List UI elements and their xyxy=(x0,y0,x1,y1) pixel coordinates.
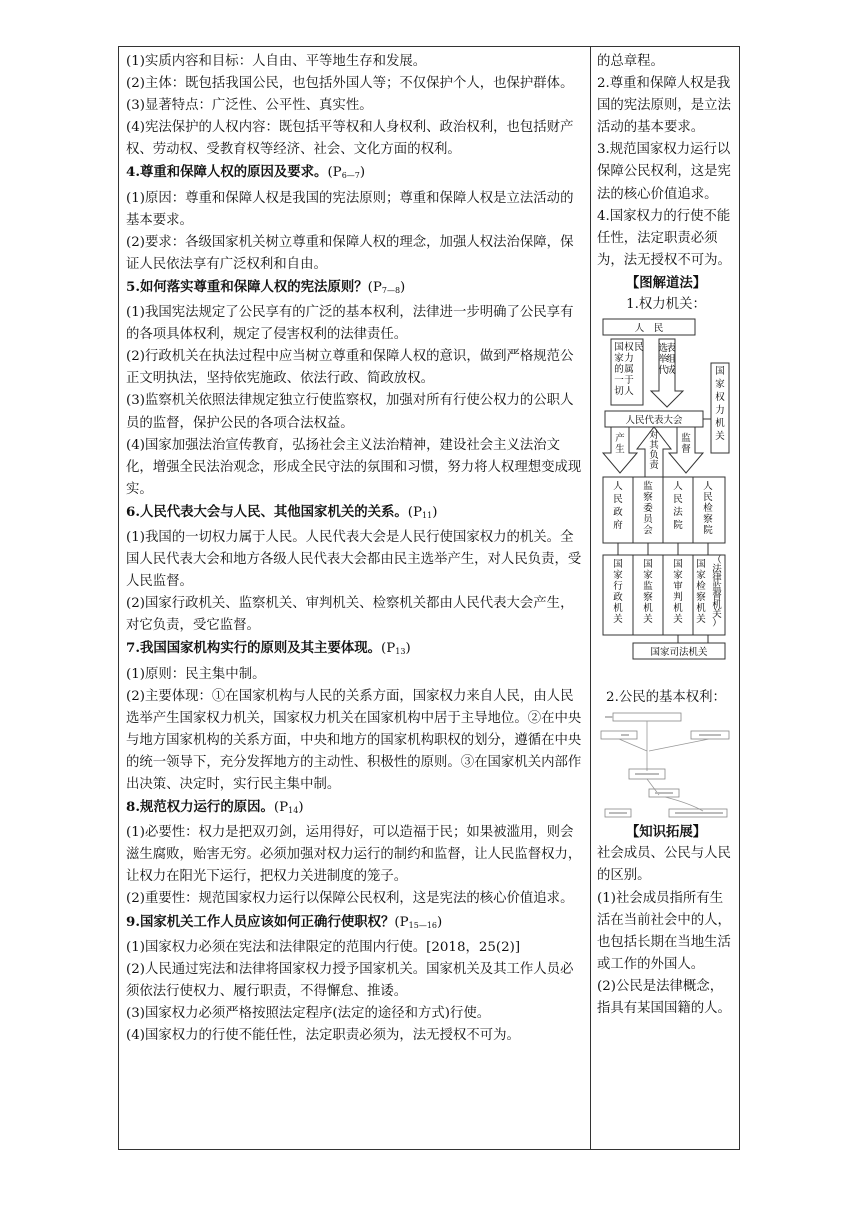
diagram-organ-char: 察 xyxy=(703,514,713,526)
diagram-organ-type-char: 国 xyxy=(673,559,683,571)
diagram-char: 切 xyxy=(614,386,624,398)
diagram-organ-char: 民 xyxy=(703,492,713,504)
diagram-organ-type-char: 关 xyxy=(673,614,683,626)
diagram-organ-type-char: 审 xyxy=(673,581,683,593)
answer-item: (2)主要体现：①在国家机构与人民的关系方面，国家权力来自人民，由人民选举产生国家权力机关，国家权力机关在国家机构中居于主导地位。②在中央与地方国家机构的关系方面，中央和地方的国家机构职权的划分，遵循在中央的统一领导下，充分发挥地方的主动性、积极性的原则。③在国家机关内部作出决策、决定时，实行民主集中制。 xyxy=(126,688,582,792)
answer-item: (2)行政机关在执法过程中应当树立尊重和保障人权的意识，做到严格规范公正文明执法，坚持依宪施政、依法行政、简政放权。 xyxy=(126,349,574,387)
diagram-organ-char: 监 xyxy=(643,481,653,493)
diagram-char: 督 xyxy=(681,444,691,456)
extension-item: (1)社会成员指所有生活在当前社会中的人，也包括长期在当地生活或工作的外国人。 xyxy=(597,890,731,972)
text-line: (1)实质内容和目标：人自由、平等地生存和发展。 xyxy=(126,54,427,69)
answer-item: (1)我国宪法规定了公民享有的广泛的基本权利，法律进一步明确了公民享有的各项具体权利，规定了侵害权利的法律责任。 xyxy=(126,305,574,343)
question-heading: 5.如何落实尊重和保障人权的宪法原则？$(P_{7—8})$ xyxy=(126,278,406,295)
diagram-responsible-label xyxy=(649,429,659,471)
diagram-char: 选 xyxy=(658,343,668,355)
diagram-organ-type-char: 机 xyxy=(696,603,706,615)
answer-item: (2)人民通过宪法和法律将国家权力授予国家机关。国家机关及其工作人员必须依法行使权力、履行职责，不得懈怠、推诿。 xyxy=(126,961,574,999)
diagram-organ-char: 院 xyxy=(673,520,683,532)
summary-item: 的总章程。 xyxy=(597,54,664,69)
answer-item: (2)重要性：规范国家权力运行以保障公民权利，这是宪法的核心价值追求。 xyxy=(126,891,574,907)
diagram-char: 责 xyxy=(649,460,659,472)
diagram-organ-char: 院 xyxy=(703,525,713,537)
diagram-char: 国 xyxy=(614,342,624,354)
question-heading: 8.规范权力运行的原因。$(P_{14})$ xyxy=(126,799,304,816)
diagram-char: 负 xyxy=(649,450,659,462)
diagram-legal-supervision-char: （ xyxy=(712,555,722,567)
diagram-organ-type-char: 国 xyxy=(613,559,623,571)
diagram-char: 对 xyxy=(649,430,659,442)
diagram-char: 组 xyxy=(666,354,676,366)
diagram-legal-supervision-char: 法 xyxy=(712,564,722,576)
diagram-char: 家 xyxy=(715,379,725,391)
diagram-organ-char: 法 xyxy=(673,507,683,519)
diagram-organ-char: 府 xyxy=(613,520,623,532)
diagram-char: 表 xyxy=(666,343,676,355)
diagram-organ-char: 会 xyxy=(643,525,653,537)
diagram-legal-supervision-char: 督 xyxy=(712,591,722,603)
knowledge-section-title: 【知识拓展】 xyxy=(625,824,707,841)
diagram-organ-char: 人 xyxy=(703,481,713,493)
diagram-char: 家 xyxy=(614,353,624,365)
diagram-legal-supervision-char: 监 xyxy=(712,582,722,594)
diagram-legal-supervision-char: 律 xyxy=(712,573,722,585)
answer-item: (2)国家行政机关、监察机关、审判机关、检察机关都由人民代表大会产生，对它负责，受它监督。 xyxy=(126,596,574,634)
diagram-organ-char: 察 xyxy=(643,492,653,504)
diagram-organ-type-char: 机 xyxy=(673,603,683,615)
diagram-char: 力 xyxy=(715,405,725,417)
diagram-organ-type-char: 国 xyxy=(643,559,653,571)
summary-item: 3.规范国家权力运行以保障公民权利，这是宪法的核心价值追求。 xyxy=(597,142,731,202)
text-line: (2)主体：既包括我国公民，也包括外国人等；不仅保护个人，也保护群体。 xyxy=(126,76,574,92)
diagram-organ-type-char: 机 xyxy=(643,603,653,615)
diagram-char: 关 xyxy=(715,431,725,443)
diagram-power-belongs-label xyxy=(614,341,644,397)
right-column xyxy=(597,51,735,1020)
diagram-npc-label: 人民代表大会 xyxy=(625,415,683,427)
answer-item: (3)国家权力必须严格按照法定程序(法定的途径和方式)行使。 xyxy=(126,1005,491,1021)
extension-item: (2)公民是法律概念，指具有某国国籍的人。 xyxy=(597,978,731,1016)
diagram-supervise-label xyxy=(681,432,691,455)
diagram-produce-label xyxy=(615,432,625,455)
diagram-char: 的 xyxy=(614,364,624,376)
diagram-legal-supervision-char: 机 xyxy=(712,600,722,612)
diagram-char: 民 xyxy=(634,342,644,354)
diagram-organ-type-char: 家 xyxy=(613,570,623,582)
question-heading: 9.国家机关工作人员应该如何正确行使职权？$(P_{15—16})$ xyxy=(126,913,443,930)
diagram-caption: 2.公民的基本权利： xyxy=(606,690,726,706)
diagram-organ-type-char: 政 xyxy=(613,592,623,604)
diagram-char: 人 xyxy=(624,386,634,398)
diagram-organ-type-char: 家 xyxy=(673,570,683,582)
answer-item: (1)国家权力必须在宪法和法律限定的范围内行使。[2018，25(2)] xyxy=(126,939,521,955)
answer-item: (4)国家权力的行使不能任性，法定职责必须为，法无授权不可为。 xyxy=(126,1028,520,1044)
diagram-section-title: 【图解道法】 xyxy=(625,274,707,291)
diagram-char: 力 xyxy=(624,353,634,365)
diagram-char: 国 xyxy=(715,366,725,378)
diagram-organ-char: 民 xyxy=(613,494,623,506)
diagram-organ-type-char: 家 xyxy=(643,570,653,582)
left-column xyxy=(126,51,584,1047)
column-divider xyxy=(590,47,591,1149)
diagram-char: 权 xyxy=(715,392,725,404)
question-heading: 4.尊重和保障人权的原因及要求。$(P_{6—7})$ xyxy=(126,164,366,181)
answer-item: (2)要求：各级国家机关树立尊重和保障人权的理念，加强人权法治保障，保证人民依法享有广泛权利和自由。 xyxy=(126,234,574,272)
diagram-organ-char: 员 xyxy=(643,514,653,526)
question-heading: 7.我国国家机构实行的原则及其主要体现。$(P_{13})$ xyxy=(126,640,411,657)
diagram-organ-type-char: 家 xyxy=(696,570,706,582)
diagram-organ-type-char: 判 xyxy=(673,592,683,604)
answer-item: (4)国家加强法治宣传教育，弘扬社会主义法治精神，建设社会主义法治文化，增强全民法治观念，形成全民守法的氛围和习惯，努力将人权理想变成现实。 xyxy=(126,437,582,497)
diagram-organ-char: 人 xyxy=(613,481,623,493)
diagram-organ-types xyxy=(613,555,722,629)
question-heading: 6.人民代表大会与人民、其他国家机关的关系。$(P_{11})$ xyxy=(126,503,438,520)
diagram-char: 属 xyxy=(624,364,634,376)
diagram-organ-type-char: 察 xyxy=(643,592,653,604)
diagram-organ-char: 政 xyxy=(613,507,623,519)
answer-item: (1)原因：尊重和保障人权是我国的宪法原则；尊重和保障人权是立法活动的基本要求。 xyxy=(126,190,574,228)
answer-item: (1)我国的一切权力属于人民。人民代表大会是人民行使国家权力的机关。全国人民代表大会和地方各级人民代表大会都由民主选举产生，对人民负责，受人民监督。 xyxy=(126,529,582,590)
diagram-elect-label xyxy=(658,342,676,376)
diagram-char: 成 xyxy=(666,365,676,377)
diagram-caption: 1.权力机关： xyxy=(626,297,706,313)
diagram-organ-char: 检 xyxy=(703,503,713,515)
diagram-organ-type-char: 行 xyxy=(613,581,623,593)
diagram-char: 机 xyxy=(715,418,725,430)
diagram-organ-char: 人 xyxy=(673,481,683,493)
answer-item: (1)必要性：权力是把双刃剑，运用得好，可以造福于民；如果被滥用，则会滋生腐败，贻害无穷。必须加强对权力运行的制约和监督，让人民监督权力，让权力在阳光下运行，把权力关进制度的笼子。 xyxy=(126,825,582,885)
diagram-state-power-organ-label xyxy=(715,366,725,442)
diagram-char: 一 xyxy=(614,375,624,387)
answer-item: (3)监察机关依照法律规定独立行使监察权，加强对所有行使公权力的公职人员的监督，保护公民的各项合法权益。 xyxy=(126,393,574,431)
summary-item: 2.尊重和保障人权是我国的宪法原则，是立法活动的基本要求。 xyxy=(597,76,731,136)
diagram-legal-supervision-char: ） xyxy=(712,618,722,630)
diagram-organ-type-char: 察 xyxy=(696,592,706,604)
diagram-char: 监 xyxy=(681,433,691,445)
diagram-char: 权 xyxy=(624,342,634,354)
diagram-char: 于 xyxy=(624,375,634,387)
diagram-char: 产 xyxy=(615,433,625,445)
diagram-char: 其 xyxy=(649,440,659,452)
diagram-organ-type-char: 监 xyxy=(643,581,653,593)
diagram-judicial-label: 国家司法机关 xyxy=(650,647,708,659)
text-line: (3)显著特点：广泛性、公平性、真实性。 xyxy=(126,98,373,114)
diagram-char: 举 xyxy=(658,354,668,366)
diagram-organ-char: 民 xyxy=(673,494,683,506)
diagram-organ-type-char: 关 xyxy=(696,614,706,626)
basic-rights-diagram xyxy=(599,711,731,819)
diagram-people-label: 人 民 xyxy=(634,323,664,335)
summary-item: 4.国家权力的行使不能任性，法定职责必须为，法无授权不可为。 xyxy=(597,208,731,268)
content-table xyxy=(118,46,740,1150)
text-line: (4)宪法保护的人权内容：既包括平等权和人身权利、政治权利，也包括财产权、劳动权、受教育权等经济、社会、文化方面的权利。 xyxy=(126,120,574,158)
diagram-legal-supervision-char: 关 xyxy=(712,609,722,621)
extension-item: 社会成员、公民与人民的区别。 xyxy=(597,846,731,884)
diagram-organ-type-char: 国 xyxy=(696,559,706,571)
diagram-organ-type-char: 检 xyxy=(696,581,706,593)
diagram-char: 代 xyxy=(658,365,668,377)
answer-item: (1)原则：民主集中制。 xyxy=(126,666,266,682)
diagram-organ-type-char: 关 xyxy=(613,614,623,626)
power-organ-diagram xyxy=(599,317,733,687)
diagram-organ-char: 委 xyxy=(643,503,653,515)
diagram-char: 生 xyxy=(615,444,625,456)
diagram-organ-type-char: 机 xyxy=(613,603,623,615)
diagram-organ-type-char: 关 xyxy=(643,614,653,626)
